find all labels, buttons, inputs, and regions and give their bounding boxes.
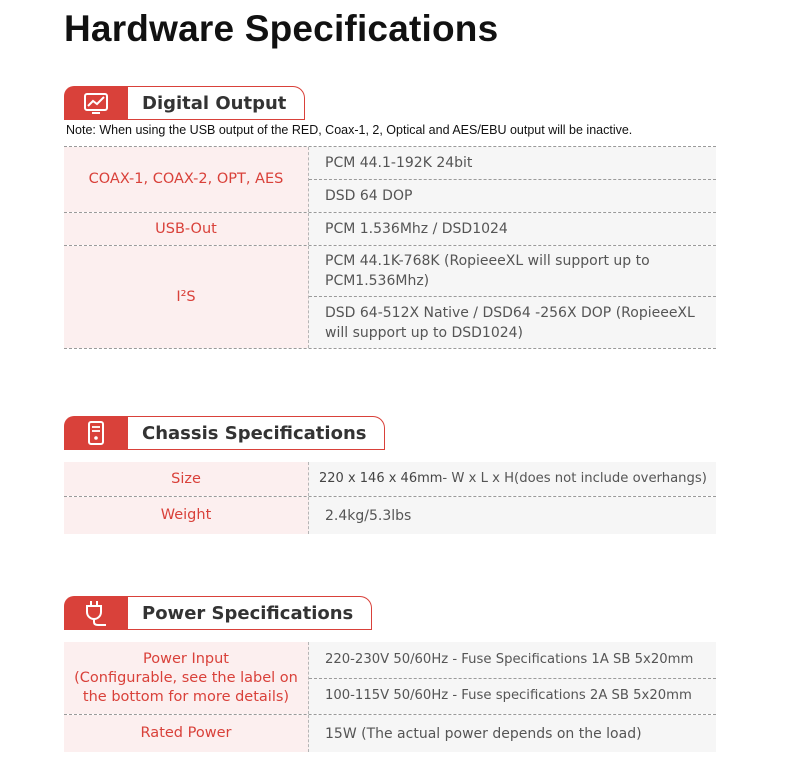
power-plug-icon <box>64 596 128 630</box>
row-value: 2.4kg/5.3lbs <box>325 507 412 524</box>
device-tower-icon <box>64 416 128 450</box>
table-row <box>64 246 716 349</box>
row-value: PCM 1.536Mhz / DSD1024 <box>325 221 508 237</box>
table-row <box>64 213 716 246</box>
row-value: PCM 44.1K-768K (RopieeeXL will support up to PCM1.536Mhz) <box>325 253 650 289</box>
section-title: Chassis Specifications <box>128 416 385 450</box>
section-header-power <box>64 596 372 630</box>
section-header-digital-output <box>64 86 305 120</box>
section-title: Digital Output <box>128 86 305 120</box>
row-label: USB-Out <box>64 213 309 245</box>
row-value: 220-230V 50/60Hz - Fuse Specifications 1A SB 5x20mm <box>325 651 694 667</box>
row-label: Power Input (Configurable, see the label on the bottom for more details) <box>64 642 309 714</box>
table-row <box>64 642 716 715</box>
row-value: 15W (The actual power depends on the load) <box>325 725 642 742</box>
section-title: Power Specifications <box>128 596 372 630</box>
row-label: COAX-1, COAX-2, OPT, AES <box>64 147 309 212</box>
row-label: Size <box>64 462 309 496</box>
row-value: 100-115V 50/60Hz - Fuse specifications 2A SB 5x20mm <box>309 678 716 715</box>
row-label: Weight <box>64 497 309 534</box>
section-header-chassis <box>64 416 385 450</box>
row-label: I²S <box>64 246 309 348</box>
size-dimensions: 220 x 146 x 46mm <box>319 471 443 486</box>
usb-output-note: Note: When using the USB output of the RED, Coax-1, 2, Optical and AES/EBU output will be inactive. <box>66 123 633 137</box>
row-label: Rated Power <box>64 715 309 752</box>
chart-monitor-icon <box>64 86 128 120</box>
row-value <box>309 462 716 496</box>
size-note: - W x L x H(does not include overhangs) <box>442 471 707 486</box>
table-row <box>64 497 716 534</box>
row-value: PCM 44.1-192K 24bit <box>325 155 473 171</box>
page-title: Hardware Specifications <box>64 8 499 49</box>
table-row <box>64 462 716 497</box>
row-value: DSD 64-512X Native / DSD64 -256X DOP (RopieeeXL will support up to DSD1024) <box>309 296 716 348</box>
table-row <box>64 715 716 752</box>
table-row <box>64 146 716 213</box>
row-value: DSD 64 DOP <box>309 179 716 212</box>
